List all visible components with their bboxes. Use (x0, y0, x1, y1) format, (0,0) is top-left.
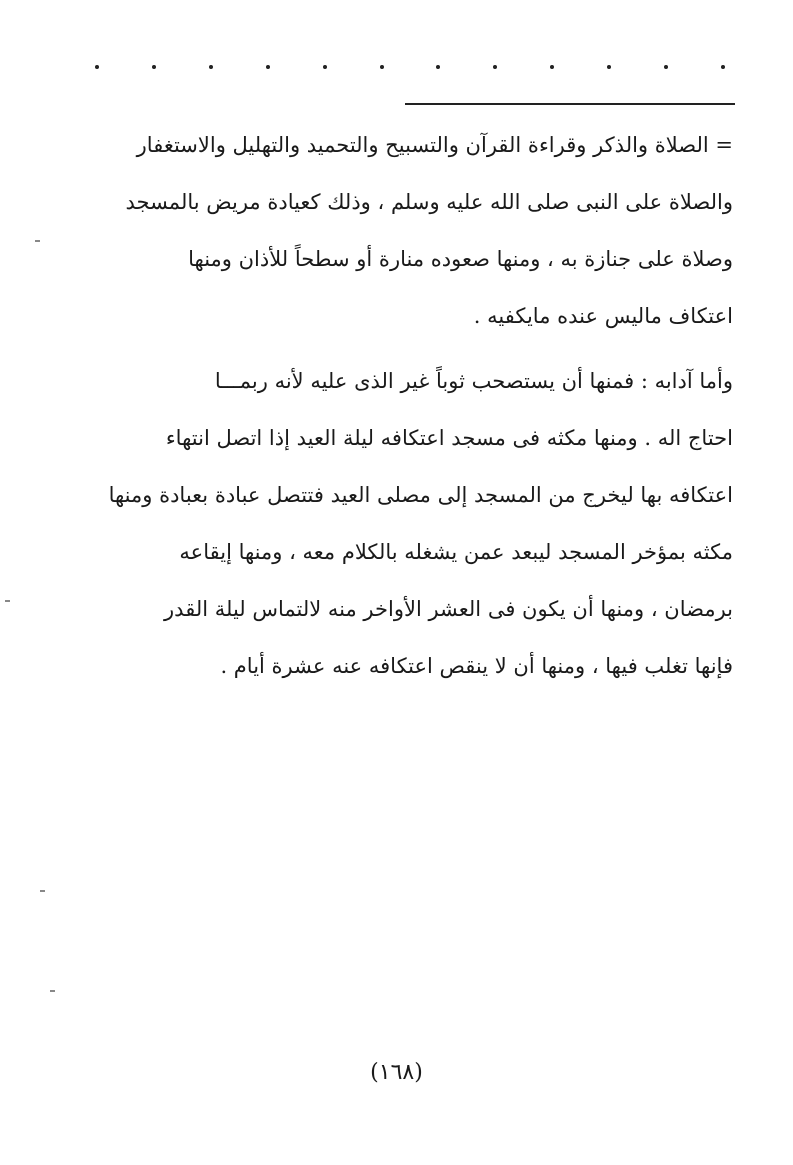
text-line: = الصلاة والذكر وقراءة القرآن والتسبيح والتحميد والتهليل والاستغفار (136, 133, 733, 157)
text-line: برمضان ، ومنها أن يكون فى العشر الأواخر منه لالتماس ليلة القدر (164, 597, 733, 621)
text-line: فإنها تغلب فيها ، ومنها أن لا ينقص اعتكافه عنه عشرة أيام . (220, 654, 733, 678)
header-dot (209, 65, 213, 69)
text-line: وأما آدابه : فمنها أن يستصحب ثوباً غير الذى عليه لأنه ربمـــا (214, 369, 733, 393)
header-dot (721, 65, 725, 69)
header-dot (664, 65, 668, 69)
header-dot (493, 65, 497, 69)
text-line: والصلاة على النبى صلى الله عليه وسلم ، وذلك كعيادة مريض بالمسجد (125, 190, 733, 214)
text-line: اعتكافه بها ليخرج من المسجد إلى مصلى العيد فتتصل عبادة بعبادة ومنها (108, 483, 733, 507)
header-dot (607, 65, 611, 69)
text-line: اعتكاف ماليس عنده مايكفيه . (473, 304, 733, 328)
header-dot (323, 65, 327, 69)
scan-speck (5, 600, 10, 602)
scan-speck (40, 890, 45, 892)
header-dot (152, 65, 156, 69)
text-line: احتاج اله . ومنها مكثه فى مسجد اعتكافه ليلة العيد إذا اتصل انتهاء (165, 426, 733, 450)
header-dot (436, 65, 440, 69)
etiquette-paragraph (73, 353, 733, 695)
header-dot-row (95, 62, 725, 72)
continued-footnote-paragraph (73, 117, 733, 345)
scan-speck (35, 240, 40, 242)
footnote-separator-rule (405, 103, 735, 105)
header-dot (266, 65, 270, 69)
header-dot (550, 65, 554, 69)
scan-speck (50, 990, 55, 992)
text-line: مكثه بمؤخر المسجد ليبعد عمن يشغله بالكلام معه ، ومنها إيقاعه (179, 540, 733, 564)
text-line: وصلاة على جنازة به ، ومنها صعوده منارة أو سطحاً للأذان ومنها (188, 247, 733, 271)
header-dot (380, 65, 384, 69)
page-number: (١٦٨) (370, 1060, 423, 1085)
header-dot (95, 65, 99, 69)
